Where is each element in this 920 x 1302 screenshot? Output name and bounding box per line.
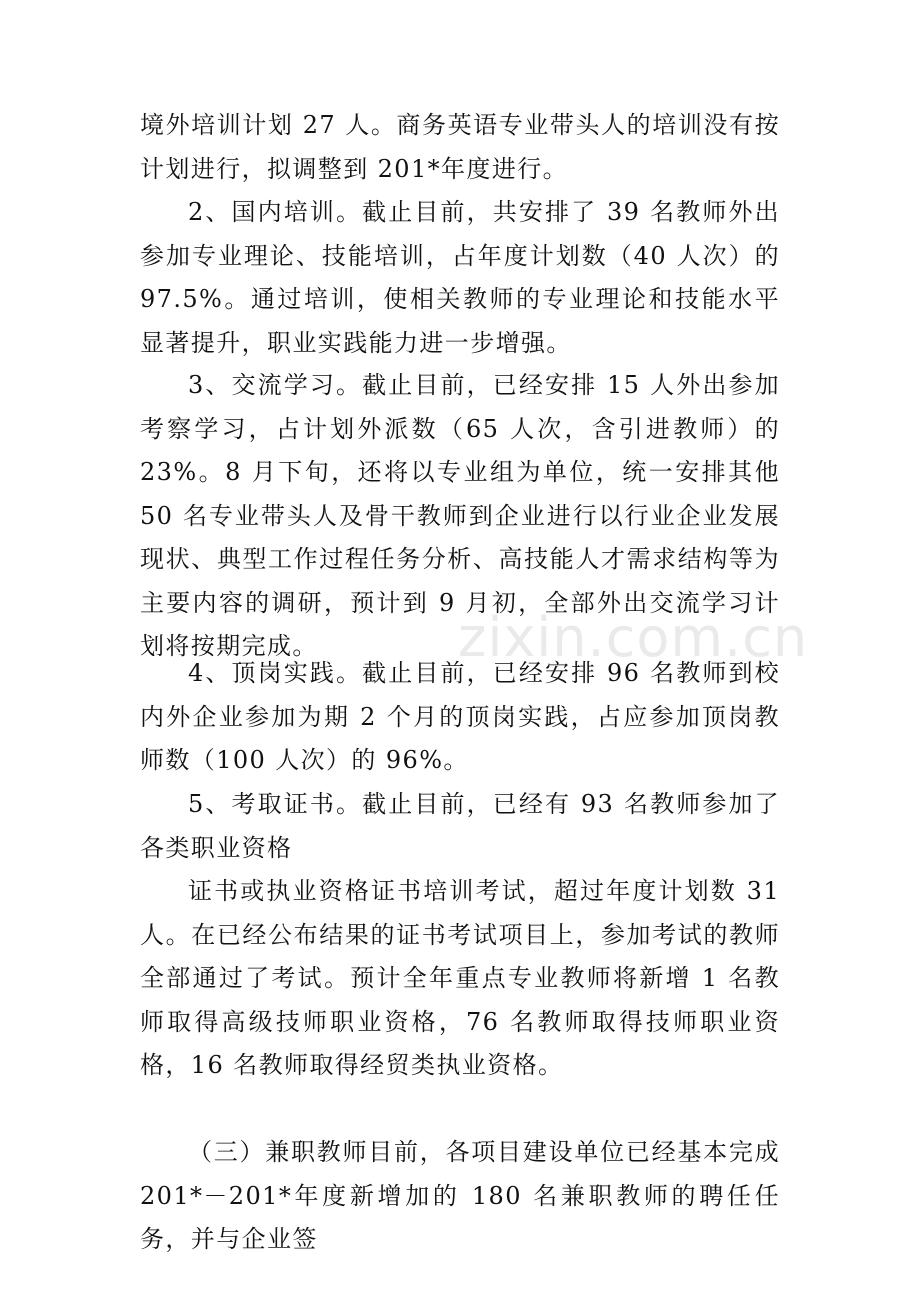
paragraph-exchange-learning: 3、交流学习。截止目前，已经安排 15 人外出参加考察学习，占计划外派数（65 人次，含引进教师）的 23%。8 月下旬，还将以专业组为单位，统一安排其他 50 名专业带头人及骨干教师到企业进行以行业企业发展现状、典型工作过程任务分析、高技能人才需求结构等为主要内容的调研，预计到 9 月初，全部外出交流学习计划将按期完成。 <box>140 371 780 660</box>
paragraph-overseas-training-cont: 境外培训计划 27 人。商务英语专业带头人的培训没有按计划进行，拟调整到 201*年度进行。 <box>140 111 780 183</box>
paragraph-domestic-training: 2、国内培训。截止目前，共安排了 39 名教师外出参加专业理论、技能培训，占年度计划数（40 人次）的 97.5%。通过培训，使相关教师的专业理论和技能水平显著提升，职业实践能力进一步增强。 <box>140 198 780 357</box>
paragraph-post-practice: 4、顶岗实践。截止目前，已经安排 96 名教师到校内外企业参加为期 2 个月的顶岗实践，占应参加顶岗教师数（100 人次）的 96%。 <box>140 659 780 774</box>
watermark-logo: zixin.com.cn <box>458 606 809 669</box>
paragraph-certificates: 5、考取证书。截止目前，已经有 93 名教师参加了各类职业资格 <box>140 790 780 862</box>
paragraph-part-time-teachers: （三）兼职教师目前，各项目建设单位已经基本完成 201*－201*年度新增加的 180 名兼职教师的聘任任务，并与企业签 <box>140 1138 780 1253</box>
paragraph-certificates-cont: 证书或执业资格证书培训考试，超过年度计划数 31 人。在已经公布结果的证书考试项目上，参加考试的教师全部通过了考试。预计全年重点专业教师将新增 1 名教师取得高级技师职业资格，76 名教师取得技师职业资格，16 名教师取得经贸类执业资格。 <box>140 877 780 1079</box>
